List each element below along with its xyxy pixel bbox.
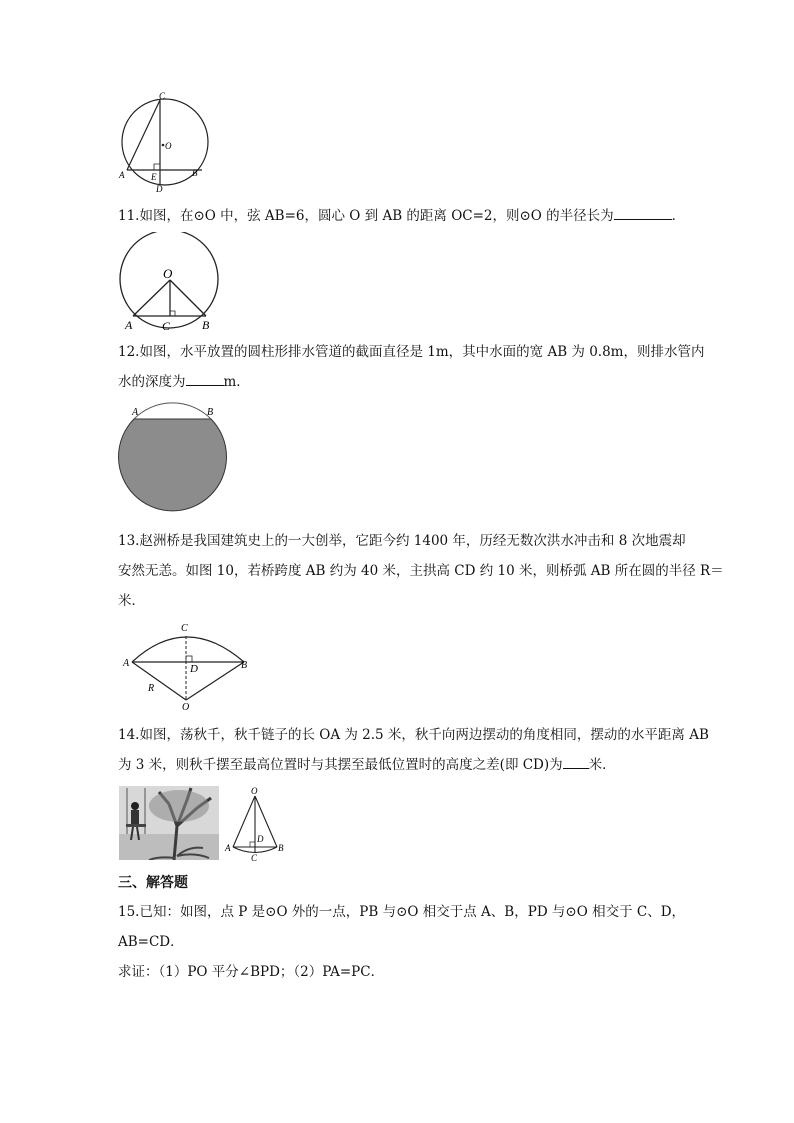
label-b: B — [202, 318, 210, 332]
question-15-line-2 — [118, 932, 708, 952]
q12-answer-blank[interactable] — [186, 373, 224, 386]
label-a: A — [125, 318, 133, 332]
q11-text: 11.如图，在⊙O 中，弦 AB=6，圆心 O 到 AB 的距离 OC=2，则⊙O 的半径长为 — [118, 208, 614, 224]
label-c: C — [251, 853, 258, 862]
question-11 — [118, 206, 708, 226]
q14-line-1: 14.如图，荡秋千，秋千链子的长 OA 为 2.5 米，秋千向两边摆动的角度相同，摆动的水平距离 AB — [118, 727, 709, 743]
q11-end: ． — [671, 208, 686, 224]
label-c: C — [159, 92, 166, 101]
label-a: A — [225, 843, 231, 853]
figure-circle-cd — [114, 92, 214, 194]
figure-bridge-arc — [120, 620, 260, 712]
label-b: B — [192, 168, 198, 178]
figure-circle-oc — [114, 232, 224, 332]
q14-answer-blank[interactable] — [563, 756, 589, 769]
label-d: D — [257, 834, 264, 844]
label-o: O — [165, 141, 172, 151]
question-13-line-1 — [118, 531, 708, 551]
label-r: R — [148, 683, 155, 694]
figure-swing-photo — [119, 786, 219, 860]
label-o: O — [182, 702, 190, 712]
q13-line-3: 米． — [118, 593, 145, 609]
label-o: O — [251, 786, 258, 796]
question-15-line-1 — [118, 902, 708, 922]
label-c: C — [181, 623, 188, 634]
q14-line-2: 为 3 米，则秋千摆至最高位置时与其摆至最低位置时的高度之差(即 CD)为 — [118, 757, 563, 773]
q15-line-2: AB=CD． — [118, 934, 184, 950]
section-heading-solutions: 三、解答题 — [118, 875, 188, 891]
label-o: O — [163, 266, 173, 281]
question-12-line-2 — [118, 372, 708, 392]
q12-line-2: 水的深度为 — [118, 374, 186, 390]
question-15-line-3 — [118, 962, 708, 982]
label-e: E — [151, 172, 157, 182]
question-13-line-3 — [118, 591, 708, 611]
q14-unit: 米． — [588, 757, 616, 773]
question-12-line-1 — [118, 342, 708, 362]
label-d: D — [190, 663, 198, 675]
label-b: B — [207, 407, 214, 418]
q15-line-1: 15.已知：如图，点 P 是⊙O 外的一点，PB 与⊙O 相交于点 A、B，PD 与⊙O 相交于 C、D， — [118, 904, 686, 920]
q12-line-1: 12.如图，水平放置的圆柱形排水管道的截面直径是 1m，其中水面的宽 AB 为 0.8m，则排水管内 — [118, 344, 705, 360]
label-c: C — [162, 319, 171, 332]
figure-pipe-water — [118, 402, 228, 514]
q13-line-1: 13.赵洲桥是我国建筑史上的一大创举，它距今约 1400 年，历经无数次洪水冲击和 8 次地震却 — [118, 533, 686, 549]
q11-answer-blank[interactable] — [614, 207, 672, 220]
label-b: B — [241, 660, 248, 671]
label-a: A — [132, 407, 139, 418]
q12-unit: m． — [223, 374, 250, 390]
label-a: A — [119, 170, 125, 180]
label-d: D — [156, 184, 163, 194]
q13-line-2: 安然无恙。如图 10，若桥跨度 AB 约为 40 米，主拱高 CD 约 10 米，则桥弧 AB 所在圆的半径 R＝ — [118, 563, 724, 579]
q15-line-3: 求证：（1）PO 平分∠BPD；（2）PA=PC． — [118, 964, 385, 980]
label-a: A — [123, 658, 130, 669]
label-b: B — [278, 843, 284, 853]
figure-swing-triangle — [224, 786, 288, 862]
question-13-line-2 — [118, 561, 724, 581]
question-14-line-2 — [118, 755, 708, 775]
question-14-line-1 — [118, 725, 708, 745]
